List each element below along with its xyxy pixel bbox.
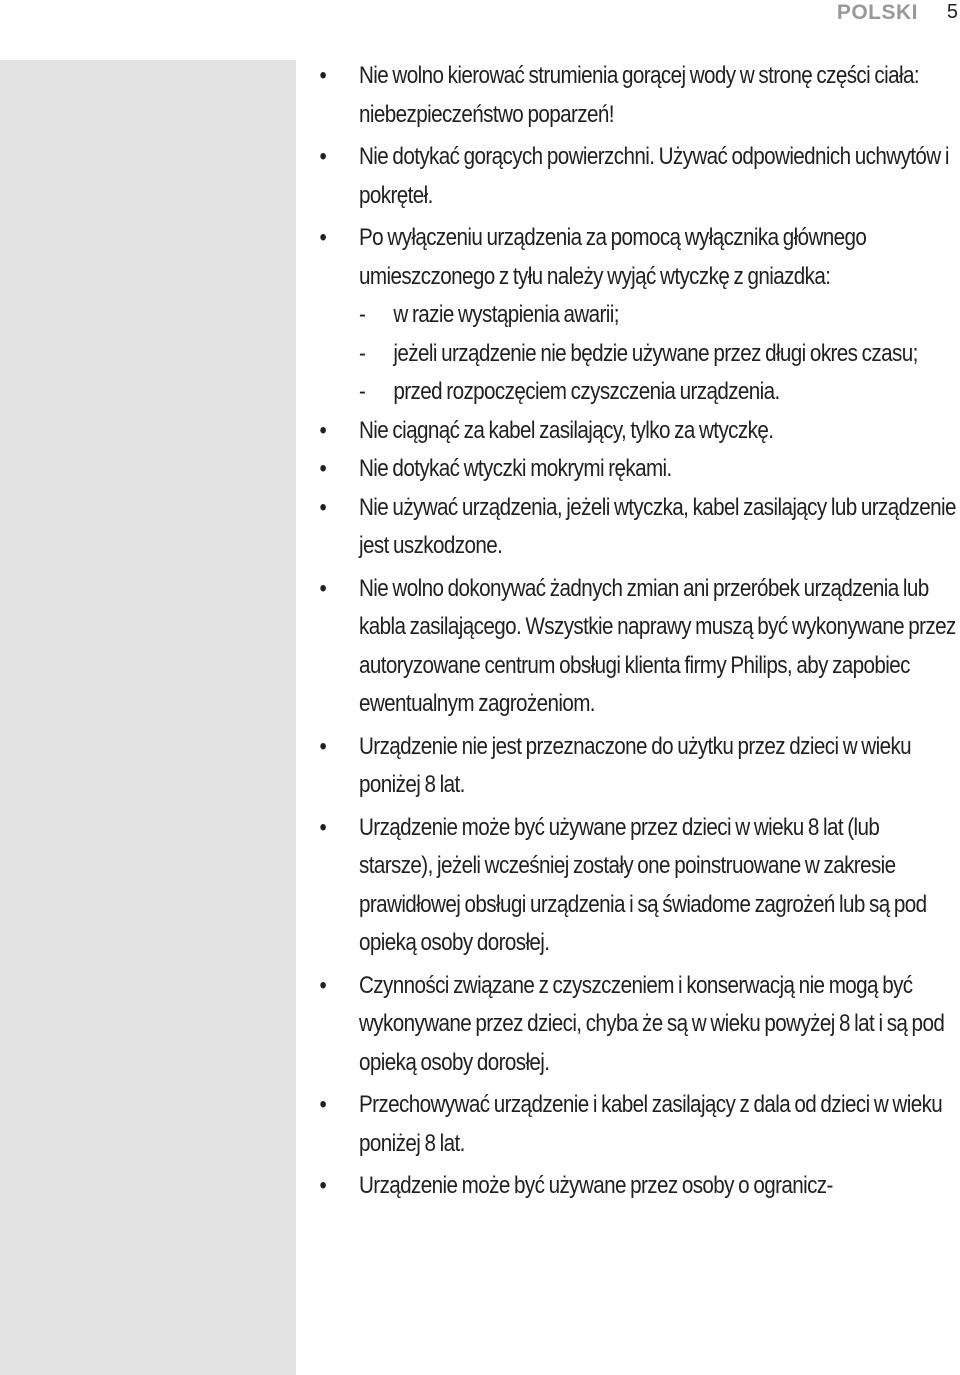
sub-item-text: przed rozpoczęciem czyszczenia urządzenia.: [393, 378, 780, 405]
sub-item: [316, 296, 957, 335]
safety-list: [316, 57, 956, 1210]
list-item-text: Nie wolno dokonywać żadnych zmian ani przeróbek urządzenia lub kabla zasilającego. Wszystkie naprawy muszą być wykonywane przez autoryzowane centrum obsługi klienta firmy Philips, aby zapobiec ewentualnym zagrożeniom.: [359, 574, 956, 717]
bullet: •: [319, 732, 327, 760]
sub-item-text: w razie wystąpienia awarii;: [393, 301, 619, 328]
language-label: POLSKI: [836, 1, 918, 24]
list-item: [316, 138, 957, 215]
page-number: 5: [946, 1, 958, 23]
list-item-text: Nie wolno kierować strumienia gorącej wody w stronę części ciała: niebezpieczeństwo poparzeń!: [359, 62, 919, 128]
list-item-text: Czynności związane z czyszczeniem i konserwacją nie mogą być wykonywane przez dzieci, chyba że są w wieku powyżej 8 lat i są pod opieką osoby dorosłej.: [359, 971, 945, 1076]
list-item-text: Urządzenie może być używane przez osoby o ogranicz-: [359, 1172, 833, 1199]
list-item: [316, 489, 957, 566]
bullet: •: [319, 1172, 327, 1199]
list-item-text: Nie używać urządzenia, jeżeli wtyczka, kabel zasilający lub urządzenie jest uszkodzone.: [359, 493, 956, 559]
list-item: [316, 967, 957, 1083]
list-item: [316, 1086, 957, 1163]
list-item-text: Nie ciągnąć za kabel zasilający, tylko za wtyczkę.: [359, 416, 774, 444]
list-item: [316, 570, 957, 724]
bullet: •: [319, 971, 327, 999]
list-item: [316, 1167, 957, 1206]
sub-item: [316, 373, 957, 412]
sub-item: [316, 335, 957, 374]
page-header: [0, 0, 960, 30]
bullet: •: [319, 813, 327, 841]
list-item-text: Po wyłączeniu urządzenia za pomocą wyłącznika głównego umieszczonego z tyłu należy wyjąć wtyczkę z gniazdka:: [359, 224, 867, 290]
list-item-text: Urządzenie może być używane przez dzieci w wieku 8 lat (lub starsze), jeżeli wcześniej zostały one poinstruowane w zakresie prawidłowej obsługi urządzenia i są świadome zagrożeń lub są pod opieką osoby dorosłej.: [359, 813, 927, 956]
list-item-text: Przechowywać urządzenie i kabel zasilający z dala od dzieci w wieku poniżej 8 lat.: [359, 1091, 943, 1157]
list-item: [316, 412, 957, 451]
list-item: [316, 450, 957, 489]
dash: -: [359, 301, 366, 328]
bullet: •: [319, 224, 327, 251]
list-item: [316, 219, 957, 296]
bullet: •: [319, 493, 327, 521]
sub-item-text: jeżeli urządzenie nie będzie używane przez długi okres czasu;: [393, 339, 918, 367]
dash: -: [359, 378, 366, 405]
bullet: •: [319, 416, 327, 444]
bullet: •: [319, 143, 327, 170]
side-panel: [0, 60, 296, 1375]
list-item: [316, 809, 957, 963]
list-item-text: Nie dotykać gorących powierzchni. Używać odpowiednich uchwytów i pokręteł.: [359, 143, 949, 209]
dash: -: [359, 339, 366, 367]
list-item-text: Nie dotykać wtyczki mokrymi rękami.: [359, 455, 672, 482]
list-item: [316, 728, 957, 805]
bullet: •: [319, 574, 327, 602]
bullet: •: [319, 62, 327, 89]
bullet: •: [319, 455, 327, 482]
list-item: [316, 57, 957, 134]
list-item-text: Urządzenie nie jest przeznaczone do użytku przez dzieci w wieku poniżej 8 lat.: [359, 732, 912, 798]
bullet: •: [319, 1091, 327, 1118]
